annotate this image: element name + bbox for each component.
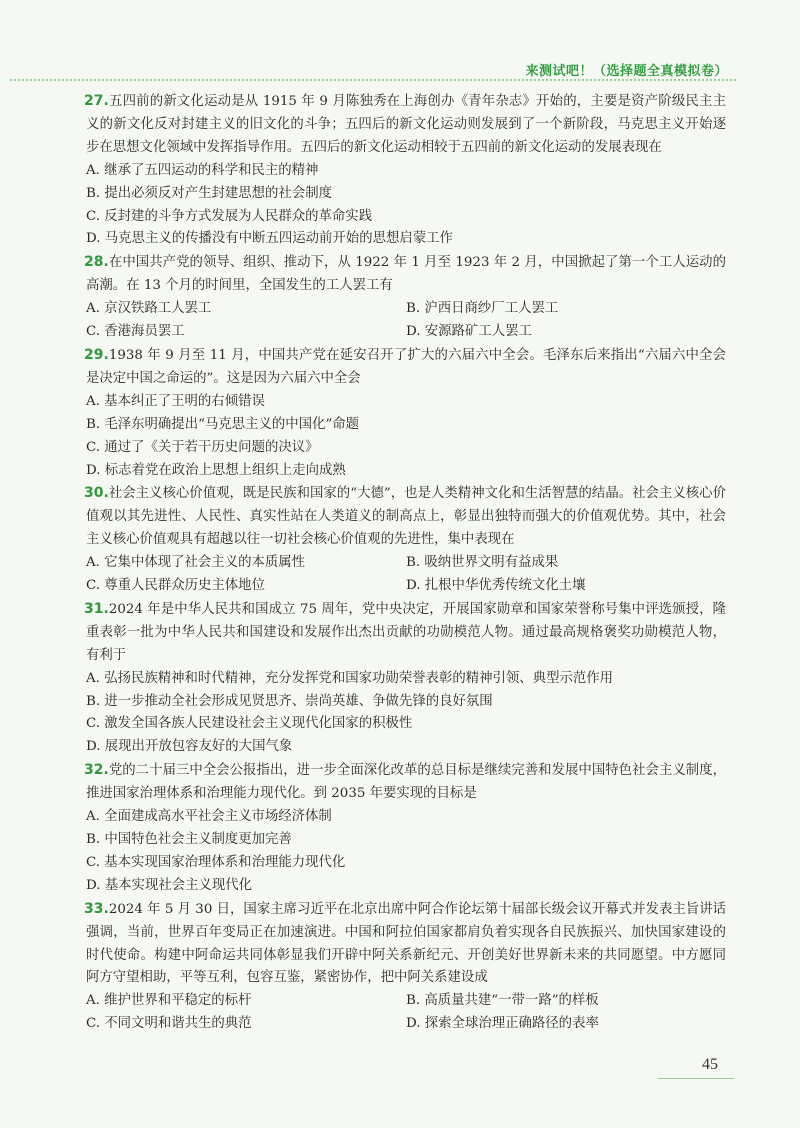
option-b[interactable]: B. 毛泽东明确提出“马克思主义的中国化”命题 bbox=[86, 416, 360, 432]
option-b[interactable]: B. 吸纳世界文明有益成果 bbox=[406, 555, 559, 571]
option-b[interactable]: B. 高质量共建“一带一路”的样板 bbox=[406, 993, 599, 1009]
option-d[interactable]: D. 探索全球治理正确路径的表率 bbox=[406, 1016, 599, 1032]
option-b[interactable]: B. 进一步推动全社会形成见贤思齐、崇尚英雄、争做先锋的良好氛围 bbox=[86, 693, 493, 709]
question-number: 27. bbox=[84, 93, 109, 109]
option-c[interactable]: C. 尊重人民群众历史主体地位 bbox=[86, 578, 265, 594]
option-d[interactable]: D. 展现出开放包容友好的大国气象 bbox=[86, 739, 293, 755]
option-b[interactable]: B. 沪西日商纱厂工人罢工 bbox=[406, 301, 559, 317]
option-d[interactable]: D. 基本实现社会主义现代化 bbox=[86, 877, 253, 893]
option-c[interactable]: C. 通过了《关于若干历史问题的决议》 bbox=[86, 439, 319, 455]
option-c[interactable]: C. 香港海员罢工 bbox=[86, 324, 185, 340]
header-title: 来测试吧！（选择题全真模拟卷） bbox=[525, 64, 728, 79]
option-b[interactable]: B. 提出必须反对产生封建思想的社会制度 bbox=[86, 185, 332, 201]
question-27 bbox=[86, 90, 726, 251]
question-number: 33. bbox=[84, 900, 109, 917]
header-dotted-divider bbox=[10, 79, 736, 81]
option-b[interactable]: B. 中国特色社会主义制度更加完善 bbox=[86, 832, 292, 847]
question-list bbox=[86, 90, 726, 1036]
option-d[interactable]: D. 马克思主义的传播没有中断五四运动前开始的思想启蒙工作 bbox=[86, 231, 453, 247]
question-29 bbox=[86, 344, 726, 482]
option-a[interactable]: A. 它集中体现了社会主义的本质属性 bbox=[86, 555, 306, 571]
question-30 bbox=[86, 482, 726, 598]
option-d[interactable]: D. 安源路矿工人罢工 bbox=[406, 324, 532, 340]
question-stem: 五四前的新文化运动是从 1915 年 9 月陈独秀在上海创办《青年杂志》开始的，主要是资产阶级民主主义的新文化反对封建主义的旧文化的斗争；五四后的新文化运动则发展到了一个新阶段，马克思主义开始逐步在思想文化领域中发挥指导作用。五四后的新文化运动相较于五四前的新文化运动的发展表现在 bbox=[86, 94, 726, 155]
page-header bbox=[0, 58, 800, 82]
question-number: 29. bbox=[84, 346, 109, 363]
question-28 bbox=[86, 251, 726, 344]
question-stem: 2024 年 5 月 30 日，国家主席习近平在北京出席中阿合作论坛第十届部长级会议开幕式并发表主旨讲话强调，当前，世界百年变局正在加速演进。中国和阿拉伯国家都肩负着实现各自民族振兴、加快国家建设的时代使命。构建中阿命运共同体彰显我们开辟中阿关系新纪元、开创美好世界新未来的共同愿望。中方愿同阿方守望相助，平等互利，包容互鉴，紧密协作，把中阿关系建设成 bbox=[86, 901, 726, 986]
question-31 bbox=[86, 598, 726, 759]
option-d[interactable]: D. 标志着党在政治上思想上组织上走向成熟 bbox=[86, 462, 346, 478]
option-a[interactable]: A. 全面建成高水平社会主义市场经济体制 bbox=[86, 809, 332, 825]
option-c[interactable]: C. 不同文明和谐共生的典范 bbox=[86, 1016, 252, 1032]
option-d[interactable]: D. 扎根中华优秀传统文化土壤 bbox=[406, 578, 586, 594]
question-stem: 社会主义核心价值观，既是民族和国家的“大德”，也是人类精神文化和生活智慧的结晶。社会主义核心价值观以其先进性、人民性、真实性站在人类道义的制高点上，彰显出独特而强大的价值观优势。其中，社会主义核心价值观具有超越以往一切社会核心价值观的先进性，集中表现在 bbox=[86, 486, 726, 548]
question-stem: 党的二十届三中全会公报指出，进一步全面深化改革的总目标是继续完善和发展中国特色社会主义制度，推进国家治理体系和治理能力现代化。到 2035 年要实现的目标是 bbox=[86, 763, 726, 802]
question-32 bbox=[86, 759, 726, 897]
option-a[interactable]: A. 京汉铁路工人罢工 bbox=[86, 301, 212, 317]
option-a[interactable]: A. 维护世界和平稳定的标杆 bbox=[86, 993, 252, 1009]
question-stem: 2024 年是中华人民共和国成立 75 周年，党中央决定，开展国家勋章和国家荣誉称号集中评选颁授，隆重表彰一批为中华人民共和国建设和发展作出杰出贡献的功勋模范人物。通过最高规格褒奖功勋模范人物，有利于 bbox=[86, 601, 726, 663]
question-number: 31. bbox=[84, 600, 109, 617]
option-c[interactable]: C. 反封建的斗争方式发展为人民群众的革命实践 bbox=[86, 208, 373, 224]
option-a[interactable]: A. 基本纠正了王明的右倾错误 bbox=[86, 393, 265, 409]
option-c[interactable]: C. 基本实现国家治理体系和治理能力现代化 bbox=[86, 854, 346, 870]
question-number: 30. bbox=[84, 485, 109, 502]
question-number: 32. bbox=[84, 762, 109, 779]
question-stem: 1938 年 9 月至 11 月，中国共产党在延安召开了扩大的六届六中全会。毛泽东后来指出“六届六中全会是决定中国之命运的”。这是因为六届六中全会 bbox=[86, 347, 726, 386]
page-number-underline bbox=[658, 1078, 734, 1079]
option-a[interactable]: A. 弘扬民族精神和时代精神，充分发挥党和国家功勋荣誉表彰的精神引领、典型示范作用 bbox=[86, 670, 614, 686]
question-33 bbox=[86, 898, 726, 1036]
page-number: 45 bbox=[702, 1056, 718, 1073]
option-c[interactable]: C. 激发全国各族人民建设社会主义现代化国家的积极性 bbox=[86, 716, 413, 732]
question-number: 28. bbox=[84, 254, 109, 271]
question-stem: 在中国共产党的领导、组织、推动下，从 1922 年 1 月至 1923 年 2 月，中国掀起了第一个工人运动的高潮。在 13 个月的时间里，全国发生的工人罢工有 bbox=[86, 255, 726, 294]
option-a[interactable]: A. 继承了五四运动的科学和民主的精神 bbox=[86, 162, 319, 178]
